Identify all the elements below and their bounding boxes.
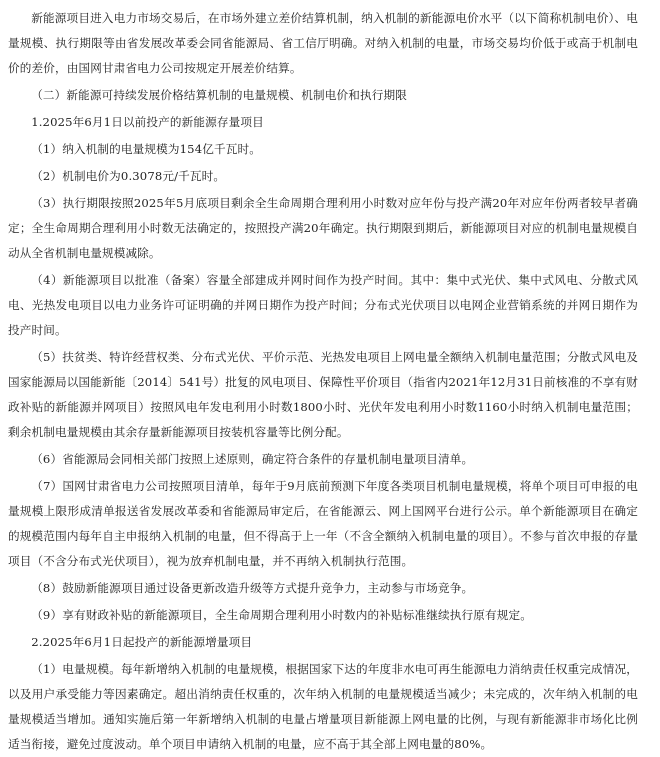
item-8-upgrade: （8）鼓励新能源项目通过设备更新改造升级等方式提升竞争力，主动参与市场竞争。 (31, 581, 474, 595)
item-5-scope: （5）扶贫类、特许经营权类、分布式光伏、平价示范、光热发电项目上网电量全额纳入机制电量范围；分散式风电及国家能源局以国能新能〔2014〕541号）批复的风电项目、保障性平价项目（指省内2021年12月31日前核准的不享有财政补贴的新能源并网项目）按照风电年发电利用小时数1800小时、光伏年发电利用小时数1160小时纳入机制电量范围；剩余机制电量规模由其余存量新能源项目按装机容量等比例分配。 (8, 350, 638, 439)
paragraph-intro: 新能源项目进入电力市场交易后，在市场外建立差价结算机制，纳入机制的新能源电价水平（以下简称机制电价）、电量规模、执行期限等由省发展改革委会同省能源局、省工信厅明确。对纳入机制的电量，市场交易均价低于或高于机制电价的差价，由国网甘肃省电力公司按规定开展差价结算。 (8, 11, 638, 75)
new-item-1-volume: （1）电量规模。每年新增纳入机制的电量规模，根据国家下达的年度非水电可再生能源电力消纳责任权重完成情况，以及用户承受能力等因素确定。超出消纳责任权重的，次年纳入机制的电量规模适当减少；未完成的，次年纳入机制的电量规模适当增加。通知实施后第一年新增纳入机制的电量占增量项目新能源上网电量的比例，与现有新能源非市场化比例适当衔接，避免过度波动。单个项目申请纳入机制的电量，应不高于其全部上网电量的80%。 (8, 662, 638, 751)
subsection-heading-new-projects: 2.2025年6月1日起投产的新能源增量项目 (31, 635, 253, 649)
item-2-price: （2）机制电价为0.3078元/千瓦时。 (31, 169, 226, 183)
item-3-term: （3）执行期限按照2025年5月底项目剩余全生命周期合理利用小时数对应年份与投产满20年对应年份两者较早者确定；全生命周期合理利用小时数无法确定的，按照投产满20年确定。执行期限到期后，新能源项目对应的机制电量规模自动从全省机制电量规模减除。 (8, 196, 638, 260)
item-9-subsidy: （9）享有财政补贴的新能源项目，全生命周期合理利用小时数内的补贴标准继续执行原有规定。 (31, 608, 532, 622)
item-7-declaration: （7）国网甘肃省电力公司按照项目清单，每年于9月底前预测下年度各类项目机制电量规模，将单个项目可申报的电量规模上限形成清单报送省发展改革委和省能源局审定后，在省能源云、网上国网平台进行公示。单个新能源项目在确定的规模范围内每年自主申报纳入机制的电量，但不得高于上一年（不含全额纳入机制电量的项目）。不参与首次申报的存量项目（不含分布式光伏项目），视为放弃机制电量，并不再纳入机制执行范围。 (8, 479, 638, 568)
item-6-project-list: （6）省能源局会同相关部门按照上述原则，确定符合条件的存量机制电量项目清单。 (31, 452, 474, 466)
section-heading-2: （二）新能源可持续发展价格结算机制的电量规模、机制电价和执行期限 (31, 88, 407, 102)
subsection-heading-existing-projects: 1.2025年6月1日以前投产的新能源存量项目 (31, 115, 264, 129)
item-1-volume: （1）纳入机制的电量规模为154亿千瓦时。 (31, 142, 261, 156)
item-4-commissioning: （4）新能源项目以批准（备案）容量全部建成并网时间作为投产时间。其中：集中式光伏、集中式风电、分散式风电、光热发电项目以电力业务许可证明确的并网日期作为投产时间；分布式光伏项目以电网企业营销系统的并网日期作为投产时间。 (8, 273, 638, 337)
